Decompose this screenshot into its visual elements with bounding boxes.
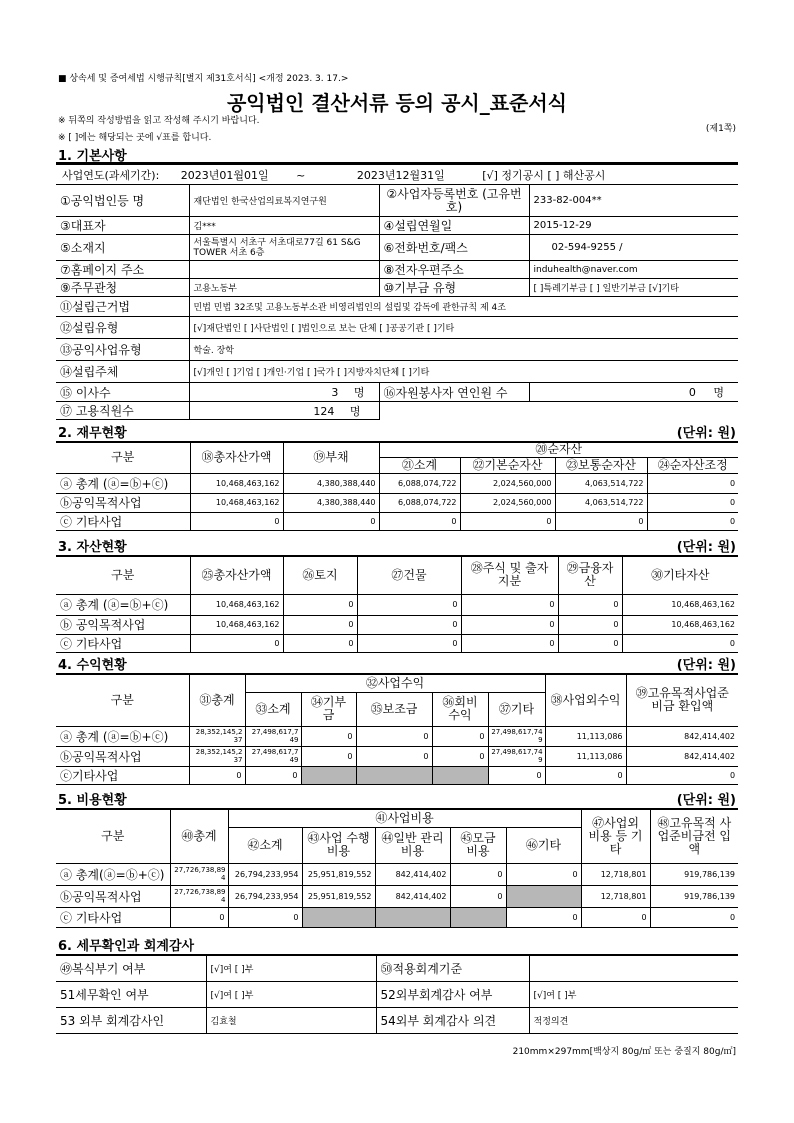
- fin-cell: 6,088,074,722: [379, 473, 460, 493]
- volunteers-unit: 명: [713, 386, 724, 399]
- fin-cell: 0: [647, 512, 738, 530]
- exp-cell: 0: [506, 863, 581, 885]
- external-audit-label: 52외부회계감사 여부: [376, 981, 529, 1007]
- period-end: 2023년12월31일: [356, 168, 445, 182]
- note-checkbox: ※ [ ]에는 해당되는 곳에 √표를 합니다.: [58, 133, 212, 143]
- exp-cell: 26,794,233,954: [228, 885, 302, 907]
- rev-row-label: ⓐ 총계 (ⓐ=ⓑ+ⓒ): [56, 726, 189, 746]
- rep-label: ③대표자: [56, 217, 189, 235]
- asset-cell: 0: [461, 615, 558, 634]
- fin-cell: 4,063,514,722: [555, 493, 647, 512]
- accounting-std-label: ㊿적용회계기준: [376, 955, 529, 981]
- asset-row-label: ⓒ 기타사업: [56, 634, 190, 652]
- exp-cell: 0: [650, 907, 738, 927]
- section-6-title: 6. 세무확인과 회계감사: [58, 939, 195, 954]
- asset-cell: 0: [357, 634, 461, 652]
- fin-col-liabilities: ⑲부채: [283, 442, 379, 473]
- exp-col-subtotal: ㊷소계: [228, 827, 302, 863]
- section-3-title: 3. 자산현황: [58, 540, 127, 555]
- tel-label: ⑥전화번호/팩스: [379, 235, 529, 261]
- table-row: [56, 746, 738, 766]
- exp-cell-disabled: [506, 885, 581, 907]
- period-start: 2023년01월01일: [180, 168, 269, 182]
- auditor-value: 김효철: [206, 1007, 376, 1033]
- asset-col-gubun: 구분: [56, 556, 190, 594]
- revenue-table: [56, 673, 738, 785]
- rev-cell: 0: [301, 726, 356, 746]
- bookkeeping-label: ㊾복식부기 여부: [56, 955, 206, 981]
- exp-cell: 0: [170, 907, 228, 927]
- fin-row-label: ⓑ공익목적사업: [56, 493, 190, 512]
- table-row: [56, 594, 738, 615]
- email-value: induhealth@naver.com: [529, 261, 738, 279]
- rev-cell: 28,352,145,237: [189, 726, 245, 746]
- exp-cell: 26,794,233,954: [228, 863, 302, 885]
- rev-col-total: ㉛총계: [189, 674, 245, 726]
- volunteers-value: 0: [688, 386, 696, 399]
- exp-col-reserve: ㊽고유목적 사업준비금전 입액: [650, 809, 738, 863]
- audit-opinion-value: 적정의견: [529, 1007, 738, 1033]
- tax-check-value: [√]여 [ ]부: [206, 981, 376, 1007]
- volunteers-label: ⑯자원봉사자 연인원 수: [379, 383, 529, 402]
- rev-cell: 0: [356, 746, 432, 766]
- fin-cell: 0: [460, 512, 555, 530]
- org-name-value: 재단법인 한국산업의료복지연구원: [189, 185, 379, 217]
- rev-col-nonbiz: ㊳사업외수익: [545, 674, 626, 726]
- table-row: [56, 907, 738, 927]
- est-type-label: ⑫설립유형: [56, 317, 189, 339]
- asset-col-building: ㉗건물: [357, 556, 461, 594]
- asset-cell: 0: [357, 615, 461, 634]
- section-5-unit: (단위: 원): [676, 793, 736, 808]
- employees-label: ⑰ 고용직원수: [56, 402, 189, 420]
- asset-cell: 0: [283, 615, 357, 634]
- fin-col-gubun: 구분: [56, 442, 190, 473]
- fin-cell: 4,380,388,440: [283, 493, 379, 512]
- table-row: [56, 634, 738, 652]
- rev-cell-disabled: [356, 766, 432, 784]
- rev-cell: 0: [488, 766, 545, 784]
- exp-col-admin: ㊹일반 관리비용: [375, 827, 450, 863]
- rev-cell: 27,498,617,749: [245, 726, 301, 746]
- asset-cell: 0: [622, 634, 738, 652]
- tax-check-label: 51세무확인 여부: [56, 981, 206, 1007]
- rev-row-label: ⓒ기타사업: [56, 766, 189, 784]
- asset-row-label: ⓑ 공익목적사업: [56, 615, 190, 634]
- fin-col-net-assets: ⑳순자산: [379, 442, 738, 457]
- paper-spec-footer: 210mm×297mm[백상지 80g/㎡ 또는 중질지 80g/㎡]: [512, 1047, 736, 1057]
- exp-row-label: ⓑ공익목적사업: [56, 885, 170, 907]
- exp-col-execution: ㊸사업 수행비용: [302, 827, 375, 863]
- rev-cell: 842,414,402: [626, 746, 738, 766]
- table-row: [56, 615, 738, 634]
- fin-col-total-assets: ⑱총자산가액: [190, 442, 283, 473]
- fin-cell: 0: [647, 493, 738, 512]
- homepage-value: [189, 261, 379, 279]
- basic-info-table: [56, 164, 738, 420]
- audit-opinion-label: 54외부 회계감사 의견: [376, 1007, 529, 1033]
- est-type-value: [√]재단법인 [ ]사단법인 [ ]법인으로 보는 단체 [ ]공공기관 [ ]기타: [189, 317, 738, 339]
- rev-cell: 27,498,617,749: [245, 746, 301, 766]
- rev-col-gubun: 구분: [56, 674, 189, 726]
- rev-cell: 0: [356, 726, 432, 746]
- exp-col-gubun: 구분: [56, 809, 170, 863]
- asset-cell: 0: [461, 594, 558, 615]
- exp-cell: 842,414,402: [375, 863, 450, 885]
- exp-cell: 0: [581, 907, 650, 927]
- tel-value: 02-594-9255 /: [529, 235, 738, 261]
- page-title: 공익법인 결산서류 등의 공시_표준서식: [226, 91, 567, 115]
- assets-table: [56, 555, 738, 653]
- bookkeeping-value: [√]여 [ ]부: [206, 955, 376, 981]
- fin-row-label: ⓐ 총계 (ⓐ=ⓑ+ⓒ): [56, 473, 190, 493]
- asset-cell: 10,468,463,162: [622, 615, 738, 634]
- founder-value: [√]개인 [ ]기업 [ ]개인·기업 [ ]국가 [ ]지방자치단체 [ ]기타: [189, 361, 738, 383]
- rev-cell: 0: [189, 766, 245, 784]
- exp-row-label: ⓒ 기타사업: [56, 907, 170, 927]
- fin-cell: 0: [190, 512, 283, 530]
- finance-table: [56, 441, 738, 531]
- exp-col-other: ㊻기타: [506, 827, 581, 863]
- exp-col-fundraising: ㊺모금 비용: [450, 827, 506, 863]
- auditor-label: 53 외부 회계감사인: [56, 1007, 206, 1033]
- fin-cell: 2,024,560,000: [460, 493, 555, 512]
- fin-cell: 2,024,560,000: [460, 473, 555, 493]
- directors-value: 3: [331, 386, 339, 399]
- section-1-title: 1. 기본사항: [58, 149, 127, 164]
- fin-col-adjust: ㉔순자산조정: [647, 457, 738, 473]
- law-label: ⑪설립근거법: [56, 297, 189, 317]
- exp-cell: 27,726,738,894: [170, 863, 228, 885]
- exp-cell: 12,718,801: [581, 863, 650, 885]
- exp-cell: 25,951,819,552: [302, 885, 375, 907]
- rev-col-subtotal: ㉝소계: [245, 692, 301, 726]
- homepage-label: ⑦홈페이지 주소: [56, 261, 189, 279]
- disclosure-type: [√] 정기공시 [ ] 해산공시: [482, 168, 606, 182]
- asset-cell: 0: [558, 634, 622, 652]
- asset-cell: 0: [190, 634, 283, 652]
- rev-cell-disabled: [301, 766, 356, 784]
- rev-cell: 27,498,617,749: [488, 726, 545, 746]
- fin-cell: 0: [555, 512, 647, 530]
- section-3-unit: (단위: 원): [676, 540, 736, 555]
- est-date-label: ④설립연월일: [379, 217, 529, 235]
- note-instructions: ※ 뒤쪽의 작성방법을 읽고 작성해 주시기 바랍니다.: [58, 116, 260, 126]
- bizno-label: ②사업자등록번호 (고유번호): [379, 185, 529, 217]
- donation-type-value: [ ]특례기부금 [ ] 일반기부금 [√]기타: [529, 279, 738, 297]
- fin-col-subtotal: ㉑소계: [379, 457, 460, 473]
- rev-col-other: ㊲기타: [488, 692, 545, 726]
- rep-value: 김***: [189, 217, 379, 235]
- rev-cell: 0: [432, 746, 488, 766]
- rev-cell: 0: [245, 766, 301, 784]
- law-value: 민법 민법 32조및 고용노동부소관 비영리법인의 설립및 감독에 관한규칙 제 4조: [189, 297, 738, 317]
- exp-cell-disabled: [450, 907, 506, 927]
- rev-cell: 11,113,086: [545, 746, 626, 766]
- rev-cell: 0: [301, 746, 356, 766]
- rev-col-reserve: ㊴고유목적사업준비금 환입액: [626, 674, 738, 726]
- rev-cell: 0: [545, 766, 626, 784]
- asset-col-financial: ㉙금융자산: [558, 556, 622, 594]
- page-label: (제1쪽): [705, 124, 736, 134]
- exp-col-business: ㊶사업비용: [228, 809, 581, 827]
- table-row: [56, 863, 738, 885]
- exp-cell-disabled: [302, 907, 375, 927]
- rev-cell: 0: [432, 726, 488, 746]
- section-5-title: 5. 비용현황: [58, 793, 127, 808]
- expense-table: [56, 808, 738, 928]
- email-label: ⑧전자우편주소: [379, 261, 529, 279]
- fin-cell: 10,468,463,162: [190, 473, 283, 493]
- exp-col-total: ㊵총계: [170, 809, 228, 863]
- exp-cell-disabled: [375, 907, 450, 927]
- table-row: [56, 473, 738, 493]
- authority-value: 고용노동부: [189, 279, 379, 297]
- exp-cell: 25,951,819,552: [302, 863, 375, 885]
- period-row: [56, 165, 738, 185]
- founder-label: ⑭설립주체: [56, 361, 189, 383]
- fin-cell: 0: [379, 512, 460, 530]
- asset-cell: 10,468,463,162: [190, 594, 283, 615]
- table-row: [56, 766, 738, 784]
- address-label: ⑤소재지: [56, 235, 189, 261]
- asset-cell: 0: [283, 594, 357, 615]
- fin-cell: 4,380,388,440: [283, 473, 379, 493]
- rev-cell-disabled: [432, 766, 488, 784]
- asset-col-total: ㉕총자산가액: [190, 556, 283, 594]
- biz-type-label: ⑬공익사업유형: [56, 339, 189, 361]
- rev-col-grant: ㉟보조금: [356, 692, 432, 726]
- asset-cell: 10,468,463,162: [190, 615, 283, 634]
- rev-cell: 11,113,086: [545, 726, 626, 746]
- biz-type-value: 학술. 장학: [189, 339, 738, 361]
- fin-cell: 4,063,514,722: [555, 473, 647, 493]
- asset-cell: 0: [357, 594, 461, 615]
- section-2-title: 2. 재무현황: [58, 426, 127, 441]
- section-2-unit: (단위: 원): [676, 426, 736, 441]
- exp-col-nonbiz: ㊼사업외 비용 등 기타: [581, 809, 650, 863]
- asset-cell: 0: [283, 634, 357, 652]
- directors-label: ⑮ 이사수: [56, 383, 189, 402]
- exp-cell: 12,718,801: [581, 885, 650, 907]
- donation-type-label: ⑩기부금 유형: [379, 279, 529, 297]
- section-4-unit: (단위: 원): [676, 658, 736, 673]
- fin-col-basic: ㉒기본순자산: [460, 457, 555, 473]
- directors-unit: 명: [353, 386, 365, 399]
- exp-cell: 919,786,139: [650, 885, 738, 907]
- exp-cell: 919,786,139: [650, 863, 738, 885]
- external-audit-value: [√]여 [ ]부: [529, 981, 738, 1007]
- est-date-value: 2015-12-29: [529, 217, 738, 235]
- fin-col-normal: ㉓보통순자산: [555, 457, 647, 473]
- table-row: [56, 726, 738, 746]
- rev-col-business: ㉜사업수익: [245, 674, 545, 692]
- section-4-title: 4. 수익현황: [58, 658, 127, 673]
- asset-cell: 0: [461, 634, 558, 652]
- exp-cell: 0: [228, 907, 302, 927]
- bizno-value: 233-82-004**: [529, 185, 738, 217]
- rev-cell: 28,352,145,237: [189, 746, 245, 766]
- accounting-std-value: [529, 955, 738, 981]
- fin-cell: 6,088,074,722: [379, 493, 460, 512]
- employees-value: 124: [313, 404, 335, 418]
- org-name-label: ①공익법인등 명: [56, 185, 189, 217]
- asset-col-stock: ㉘주식 및 출자지분: [461, 556, 558, 594]
- exp-cell: 27,726,738,894: [170, 885, 228, 907]
- fin-cell: 0: [283, 512, 379, 530]
- asset-cell: 0: [558, 594, 622, 615]
- rev-cell: 842,414,402: [626, 726, 738, 746]
- rev-col-donation: ㉞기부금: [301, 692, 356, 726]
- asset-row-label: ⓐ 총계 (ⓐ=ⓑ+ⓒ): [56, 594, 190, 615]
- asset-cell: 10,468,463,162: [622, 594, 738, 615]
- period-label: 사업연도(과세기간):: [62, 168, 160, 182]
- period-tilde: ~: [296, 168, 306, 182]
- fin-cell: 0: [647, 473, 738, 493]
- rev-col-fee: ㊱회비 수익: [432, 692, 488, 726]
- exp-cell: 0: [450, 885, 506, 907]
- address-value: 서울특별시 서초구 서초대로77길 61 S&G TOWER 서초 6층: [189, 235, 379, 261]
- table-row: [56, 512, 738, 530]
- table-row: [56, 885, 738, 907]
- employees-unit: 명: [349, 404, 361, 418]
- form-reference: ■ 상속세 및 증여세법 시행규칙[별지 제31호서식] <개정 2023. 3. 17.>: [58, 74, 349, 84]
- fin-cell: 10,468,463,162: [190, 493, 283, 512]
- asset-cell: 0: [558, 615, 622, 634]
- rev-row-label: ⓑ공익목적사업: [56, 746, 189, 766]
- rev-cell: 0: [626, 766, 738, 784]
- exp-cell: 0: [450, 863, 506, 885]
- authority-label: ⑨주무관청: [56, 279, 189, 297]
- table-row: [56, 493, 738, 512]
- exp-row-label: ⓐ 총계(ⓐ=ⓑ+ⓒ): [56, 863, 170, 885]
- asset-col-land: ㉖토지: [283, 556, 357, 594]
- audit-table: [56, 954, 738, 1034]
- exp-cell: 842,414,402: [375, 885, 450, 907]
- fin-row-label: ⓒ 기타사업: [56, 512, 190, 530]
- exp-cell: 0: [506, 907, 581, 927]
- asset-col-other: ㉚기타자산: [622, 556, 738, 594]
- rev-cell: 27,498,617,749: [488, 746, 545, 766]
